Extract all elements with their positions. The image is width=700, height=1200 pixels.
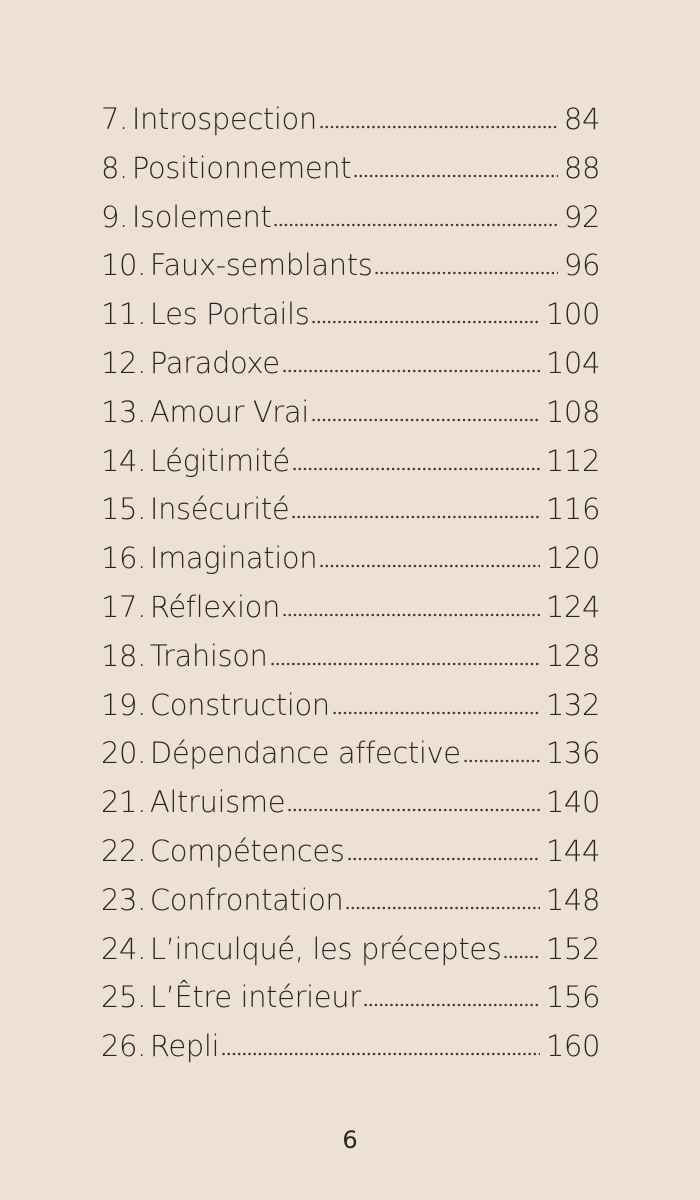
toc-entry[interactable] [101,395,600,444]
toc-entry[interactable] [101,590,600,639]
toc-entry-title: Compétences [149,833,345,868]
dot-leader [319,124,558,130]
dot-leader [374,270,557,276]
toc-entry-title: Repli [149,1029,220,1064]
toc-entry-number: 15. [101,492,146,527]
dot-leader [319,563,540,569]
toc-entry-title: Positionnement [131,150,352,185]
dot-leader [353,173,558,179]
toc-entry-title: Isolement [131,199,272,234]
toc-entry-title: Amour Vrai [149,394,309,429]
toc-entry[interactable] [101,834,600,883]
toc-entry-title: Imagination [149,541,318,576]
toc-entry-number: 12. [101,345,146,380]
toc-entry-page: 88 [563,150,600,185]
toc-entry-number: 9. [101,199,128,234]
toc-entry-number: 24. [101,931,146,966]
toc-entry-title: Les Portails [149,297,310,332]
toc-entry[interactable] [101,492,600,541]
toc-entry-page: 144 [545,833,600,868]
toc-entry-title: Trahison [149,638,268,673]
toc-entry[interactable] [101,297,600,346]
toc-entry-number: 20. [101,736,146,771]
toc-entry[interactable] [101,980,600,1029]
dot-leader [292,466,540,472]
toc-entry-number: 10. [101,248,146,283]
toc-entry[interactable] [101,736,600,785]
toc-entry-title: L’Être intérieur [149,980,361,1015]
toc-entry-number: 21. [101,785,146,820]
toc-entry-title: Introspection [131,102,317,136]
dot-leader [463,758,540,764]
toc-entry-number: 7. [101,102,128,136]
dot-leader [503,954,539,960]
toc-entry-page: 140 [545,785,600,820]
table-of-contents [101,102,600,1078]
toc-entry-page: 132 [545,687,600,722]
toc-entry-number: 22. [101,833,146,868]
toc-entry-title: Réflexion [149,589,280,624]
toc-entry-number: 11. [101,297,146,332]
page-number: 6 [342,1126,358,1154]
toc-entry[interactable] [101,444,600,493]
dot-leader [291,514,540,520]
toc-entry-number: 26. [101,1029,146,1064]
toc-entry-page: 96 [563,248,600,283]
toc-entry-page: 112 [545,443,600,478]
toc-entry-title: Confrontation [149,882,344,917]
toc-entry-page: 148 [545,882,600,917]
toc-entry-page: 152 [545,931,600,966]
toc-entry[interactable] [101,785,600,834]
toc-entry-page: 156 [545,980,600,1015]
toc-entry-page: 136 [545,736,600,771]
toc-entry-page: 120 [545,541,600,576]
toc-entry-title: L’inculqué, les préceptes [149,931,502,966]
dot-leader [345,905,539,911]
dot-leader [287,807,540,813]
dot-leader [282,368,540,374]
dot-leader [332,710,540,716]
dot-leader [270,661,540,667]
toc-entry-page: 124 [545,589,600,624]
toc-entry[interactable] [101,932,600,981]
toc-entry-title: Construction [149,687,330,722]
toc-entry-number: 25. [101,980,146,1015]
dot-leader [363,1002,540,1008]
toc-entry-title: Insécurité [149,492,290,527]
toc-entry-page: 84 [563,102,600,136]
toc-entry-number: 17. [101,589,146,624]
toc-entry[interactable] [101,541,600,590]
dot-leader [221,1051,540,1057]
toc-entry-number: 8. [101,150,128,185]
toc-entry-page: 108 [545,394,600,429]
toc-entry-title: Dépendance affective [149,736,461,771]
toc-entry[interactable] [101,1029,600,1078]
toc-entry-page: 100 [545,297,600,332]
toc-entry[interactable] [101,346,600,395]
toc-entry[interactable] [101,688,600,737]
toc-entry[interactable] [101,883,600,932]
toc-entry-page: 104 [545,345,600,380]
dot-leader [273,222,557,228]
toc-entry-page: 116 [545,492,600,527]
dot-leader [347,856,540,862]
toc-entry-number: 16. [101,541,146,576]
toc-entry-title: Paradoxe [149,345,280,380]
toc-entry-number: 19. [101,687,146,722]
toc-entry-title: Altruisme [149,785,286,820]
toc-entry-title: Faux-semblants [149,248,373,283]
toc-entry[interactable] [101,639,600,688]
toc-entry-number: 13. [101,394,146,429]
toc-entry-number: 18. [101,638,146,673]
toc-entry-title: Légitimité [149,443,290,478]
toc-entry-page: 92 [563,199,600,234]
toc-entry[interactable] [101,102,600,151]
toc-entry[interactable] [101,200,600,249]
toc-entry-number: 14. [101,443,146,478]
toc-entry-page: 160 [545,1029,600,1064]
toc-entry-page: 128 [545,638,600,673]
dot-leader [311,417,540,423]
dot-leader [282,612,540,618]
toc-entry[interactable] [101,151,600,200]
toc-entry-number: 23. [101,882,146,917]
dot-leader [311,319,539,325]
toc-entry[interactable] [101,248,600,297]
